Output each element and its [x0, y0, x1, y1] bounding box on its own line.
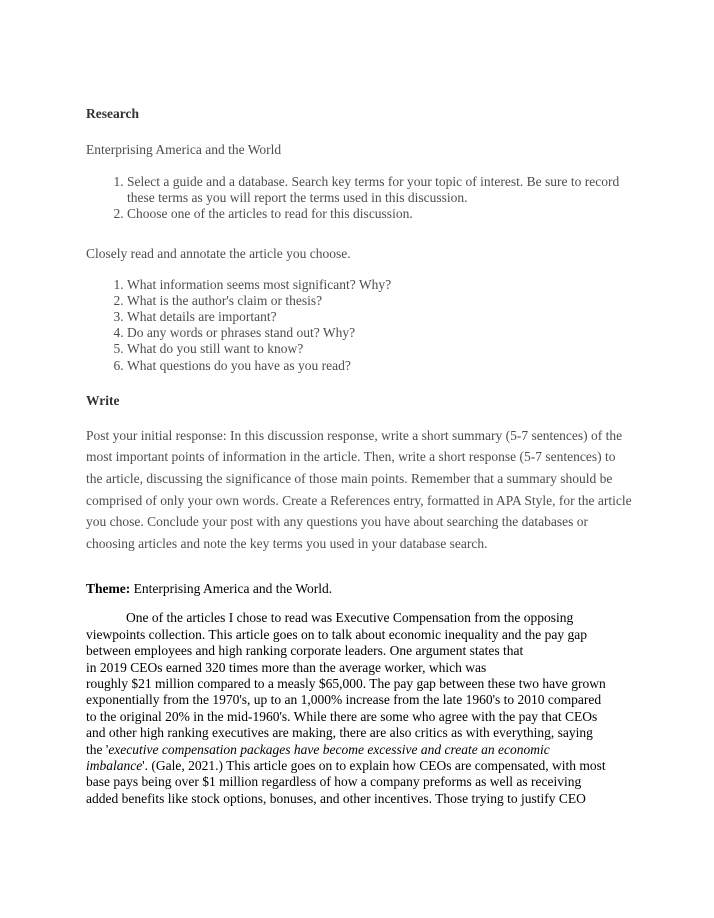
- theme-value: Enterprising America and the World.: [130, 581, 333, 597]
- list-item: 2. Choose one of the articles to read for this discussion.: [127, 206, 634, 222]
- essay-line: in 2019 CEOs earned 320 times more than the average worker, which was: [86, 659, 487, 675]
- list-item: 3. What details are important?: [127, 309, 634, 325]
- list-item: 5. What do you still want to know?: [127, 341, 634, 357]
- essay-quote: executive compensation packages have become excessive and create an economic: [108, 741, 550, 757]
- list-item: 2. What is the author's claim or thesis?: [127, 293, 634, 309]
- list-item: 4. Do any words or phrases stand out? Why?: [127, 325, 634, 341]
- essay-line: between employees and high ranking corporate leaders. One argument states that: [86, 643, 524, 659]
- annotate-intro: Closely read and annotate the article you choose.: [86, 245, 351, 261]
- essay-line: the 'executive compensation packages have become excessive and create an economic: [86, 741, 550, 757]
- list-item: 1. What information seems most significant? Why?: [127, 277, 634, 293]
- write-instructions: Post your initial response: In this discussion response, write a short summary (5-7 sentences) of the most important points of information in the article. Then, write a short response (5-7 sentences) to the article, discussing the significance of those main points. Remember that a summary should be comprised of only your own words. Create a References entry, formatted in APA Style, for the article you chose. Conclude your post with any questions you have about searching the databases or choosing articles and note the key terms you used in your database search.: [86, 427, 632, 551]
- theme-label: Theme:: [86, 581, 131, 597]
- list-item: 1. Select a guide and a database. Search key terms for your topic of interest. Be sure to record these terms as you will report the terms used in this discussion.: [127, 174, 634, 206]
- essay-line: base pays being over $1 million regardless of how a company preforms as well as receiving: [86, 774, 582, 790]
- essay-line: exponentially from the 1970's, up to an 1,000% increase from the late 1960's to 2010 compared: [86, 692, 602, 708]
- essay-line: added benefits like stock options, bonuses, and other incentives. Those trying to justify CEO: [86, 790, 586, 806]
- research-steps-list: [86, 174, 634, 223]
- annotation-questions-list: [86, 277, 634, 374]
- essay-line: and other high ranking executives are making, there are also critics as with everything, saying: [86, 725, 593, 741]
- list-item: 6. What questions do you have as you read?: [127, 358, 634, 374]
- theme-line: [86, 580, 634, 597]
- write-heading: Write: [86, 392, 120, 408]
- essay-line: to the original 20% in the mid-1960's. While there are some who agree with the pay that CEOs: [86, 708, 598, 724]
- research-heading: Research: [86, 106, 139, 121]
- essay-line: imbalance'. (Gale, 2021.) This article goes on to explain how CEOs are compensated, with most: [86, 758, 606, 774]
- essay-line: viewpoints collection. This article goes on to talk about economic inequality and the pay gap: [86, 626, 587, 642]
- essay-line: roughly $21 million compared to a measly $65,000. The pay gap between these two have grown: [86, 676, 606, 692]
- essay-body: [86, 610, 634, 807]
- essay-line: One of the articles I chose to read was Executive Compensation from the opposing: [126, 610, 574, 626]
- research-subtitle: Enterprising America and the World: [86, 142, 282, 157]
- document-page: [86, 104, 634, 807]
